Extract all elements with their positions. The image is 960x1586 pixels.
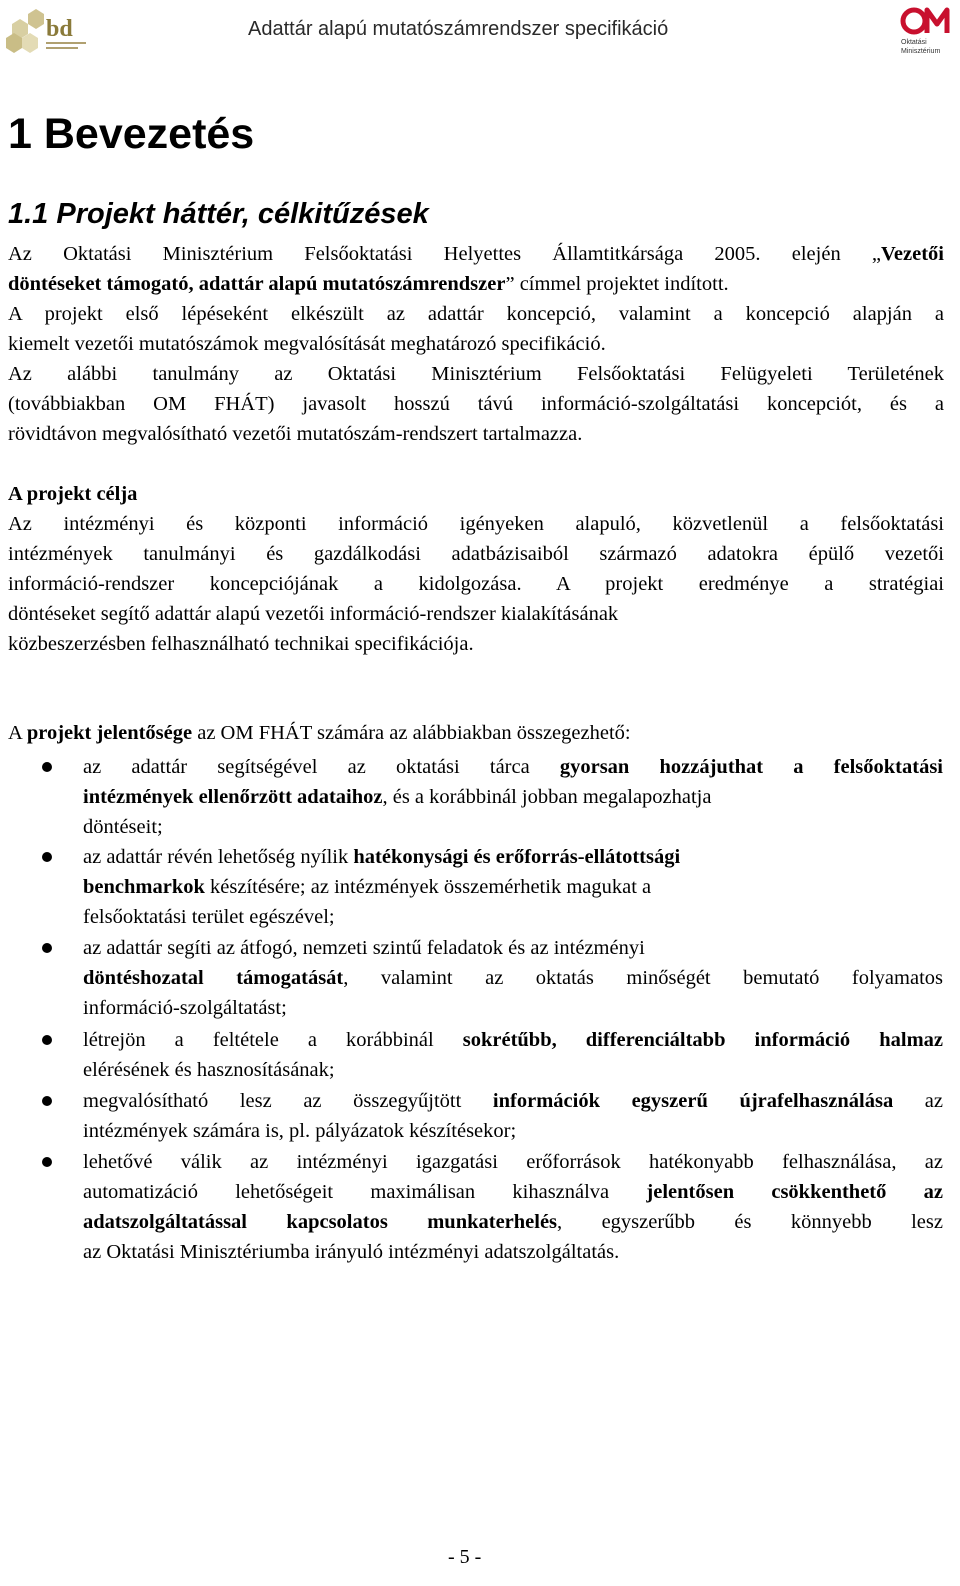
bullet-1-line-3: döntéseit;	[83, 816, 163, 838]
goal-line-5: közbeszerzésben felhasználható technikai specifikációja.	[8, 633, 474, 655]
intro-line-5: Az alábbi tanulmány az Oktatási Minisztérium Felsőoktatási Felügyeleti Területének	[8, 363, 944, 385]
goal-line-3: információ-rendszer koncepciójának a kidolgozása. A projekt eredménye a stratégiai	[8, 573, 944, 595]
bullet-5-line-2: intézmények számára is, pl. pályázatok készítésekor;	[83, 1120, 517, 1142]
goal-title: A projekt célja	[8, 483, 138, 505]
bullet-4-line-1: létrejön a feltétele a korábbinál sokrétűbb, differenciáltabb információ halmaz	[83, 1029, 944, 1051]
bullet-6-line-3: adatszolgáltatással kapcsolatos munkaterhelés, egyszerűbb és könnyebb lesz	[83, 1211, 943, 1233]
page-header	[0, 0, 960, 62]
goal-line-1: Az intézményi és központi információ igényeken alapuló, közvetlenül a felsőoktatási	[8, 513, 944, 535]
bullet-3-line-2: döntéshozatal támogatását, valamint az oktatás minőségét bemutató folyamatos	[83, 967, 943, 989]
intro-line-7: rövidtávon megvalósítható vezetői mutatószám-rendszert tartalmazza.	[8, 423, 583, 445]
intro-line-3: A projekt első lépéseként elkészült az adattár koncepció, valamint a koncepció alapján a	[8, 303, 944, 325]
svg-text:bd: bd	[46, 16, 73, 42]
bullet-icon	[42, 943, 52, 953]
heading-projekt-hatter: 1.1 Projekt háttér, célkitűzések	[8, 198, 429, 230]
bullet-icon	[42, 762, 52, 772]
goal-line-2: intézmények tanulmányi és gazdálkodási adatbázisaiból származó adatokra épülő vezetői	[8, 543, 944, 565]
svg-text:Minisztérium: Minisztérium	[901, 48, 941, 55]
bullet-2-line-3: felsőoktatási terület egészével;	[83, 906, 335, 928]
bullet-5-line-1: megvalósítható lesz az összegyűjtött információk egyszerű újrafelhasználása az	[83, 1090, 944, 1112]
bullet-icon	[42, 1035, 52, 1045]
bullet-icon	[42, 1157, 52, 1167]
bullet-6-line-1: lehetővé válik az intézményi igazgatási erőforrások hatékonyabb felhasználása, az	[83, 1151, 943, 1173]
heading-bevezetes: 1 Bevezetés	[8, 110, 255, 158]
intro-line-6: (továbbiakban OM FHÁT) javasolt hosszú távú információ-szolgáltatási koncepciót, és a	[8, 393, 944, 415]
intro-line-2: döntéseket támogató, adattár alapú mutatószámrendszer” címmel projektet indított.	[8, 273, 729, 295]
bullet-icon	[42, 1096, 52, 1106]
bullet-2-line-2: benchmarkok készítésére; az intézmények összemérhetik magukat a	[83, 876, 652, 898]
bullet-2-line-1: az adattár révén lehetőség nyílik hatékonysági és erőforrás-ellátottsági	[83, 846, 681, 868]
bullet-1-line-2: intézmények ellenőrzött adataihoz, és a korábbinál jobban megalapozhatja	[83, 786, 712, 808]
significance-intro: A projekt jelentősége az OM FHÁT számára az alábbiakban összegezhető:	[8, 722, 631, 744]
page-number: - 5 -	[448, 1546, 482, 1568]
intro-line-4: kiemelt vezetői mutatószámok megvalósítását meghatározó specifikáció.	[8, 333, 606, 355]
bullet-3-line-1: az adattár segíti az átfogó, nemzeti szintű feladatok és az intézményi	[83, 937, 645, 959]
bd-logo-icon	[4, 6, 94, 56]
bullet-6-line-2: automatizáció lehetőségeit maximálisan kihasználva jelentősen csökkenthető az	[83, 1181, 943, 1203]
bullet-3-line-3: információ-szolgáltatást;	[83, 997, 287, 1019]
om-logo-icon	[900, 4, 956, 56]
header-title: Adattár alapú mutatószámrendszer specifikáció	[248, 18, 669, 40]
goal-line-4: döntéseket segítő adattár alapú vezetői információ-rendszer kialakításának	[8, 603, 619, 625]
svg-text:Oktatási: Oktatási	[901, 39, 927, 46]
bullet-4-line-2: elérésének és hasznosításának;	[83, 1059, 335, 1081]
bullet-1-line-1: az adattár segítségével az oktatási tárca gyorsan hozzájuthat a felsőoktatási	[83, 756, 944, 778]
bullet-6-line-4: az Oktatási Minisztériumba irányuló intézményi adatszolgáltatás.	[83, 1241, 620, 1263]
intro-line-1: Az Oktatási Minisztérium Felsőoktatási Helyettes Államtitkársága 2005. elején „Vezetői	[8, 243, 944, 265]
bullet-icon	[42, 852, 52, 862]
